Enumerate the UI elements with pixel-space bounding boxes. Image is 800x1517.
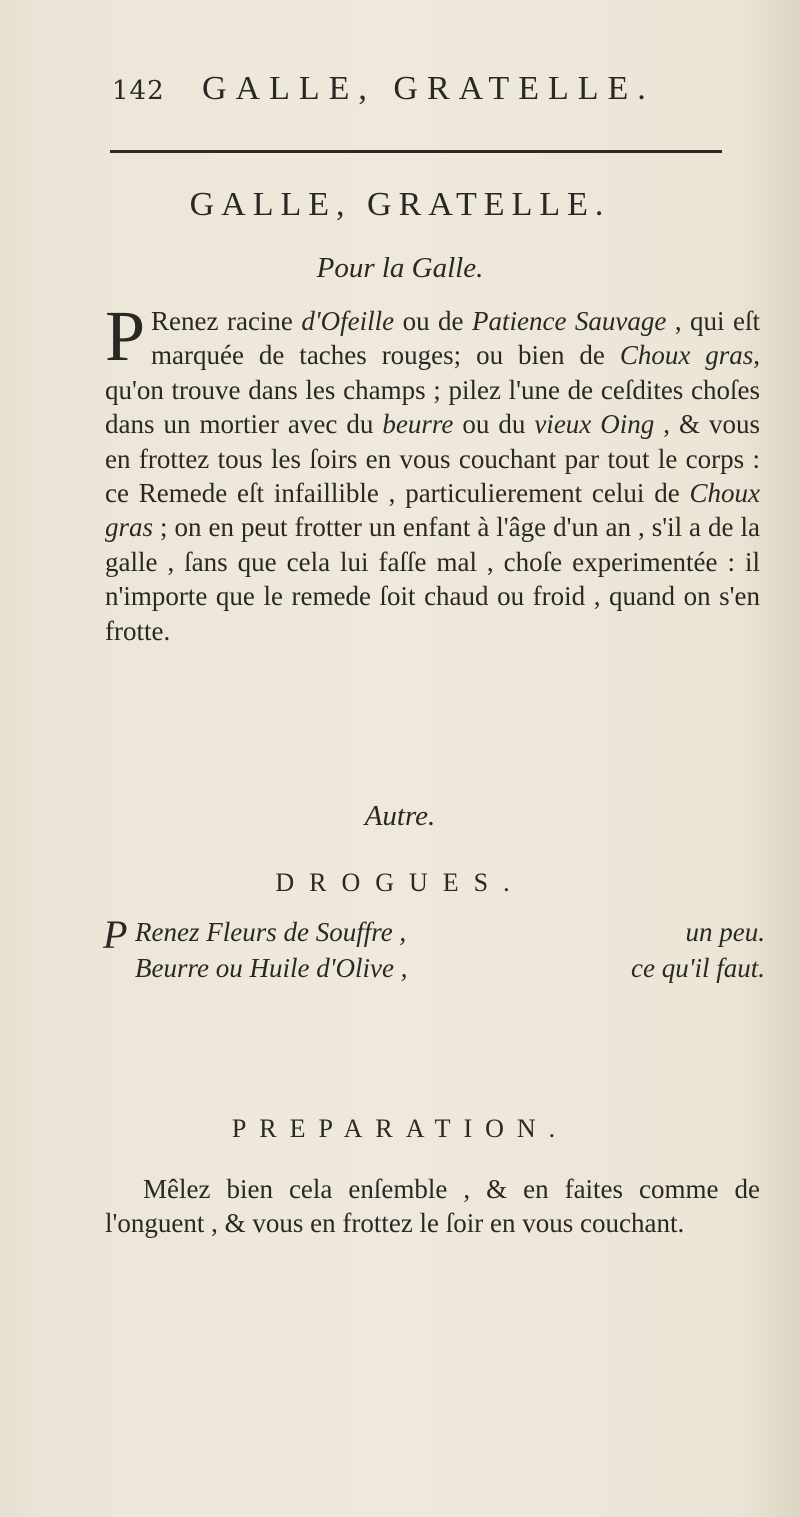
drug-quantity: un peu. — [685, 917, 765, 947]
drug-list — [103, 912, 765, 989]
section-title: GALLE, GRATELLE. — [189, 186, 611, 223]
preparation-text: Mêlez bien cela enſemble , & en faites comme de l'onguent , & vous en frottez le ſoir en vous couchant. — [105, 1174, 760, 1239]
subheading: Pour la Galle. — [316, 252, 484, 284]
drug-name: Beurre ou Huile d'Olive , — [135, 953, 408, 983]
italic-term: Patience Sauvage — [472, 306, 667, 336]
text-run: , qu'on trouve dans les champs ; pilez l'une de ceſdites choſes dans un mortier avec du — [105, 340, 761, 440]
drug-quantity: ce qu'il faut. — [631, 953, 765, 983]
text-run: ; on en peut frotter un enfant à l'âge d'un an , s'il a de la galle , ſans que cela lui faſſe mal , choſe experimentée : il n'importe que le remede ſoit chaud ou froid , quand on s'en frotte. — [105, 512, 760, 646]
drop-cap: P — [103, 912, 128, 957]
text-run: Renez racine — [151, 306, 302, 336]
italic-term: d'Ofeille — [301, 306, 395, 336]
text-run: , qui eſt marquée de taches rouges; ou bien de — [151, 306, 761, 371]
italic-term: Choux gras — [619, 340, 754, 371]
remedy-paragraph — [105, 296, 761, 648]
italic-term: beurre — [382, 409, 454, 440]
italic-term: Choux gras — [105, 478, 760, 543]
page-number: 142 — [112, 76, 165, 106]
drug-name: Renez Fleurs de Souffre , — [135, 917, 407, 947]
autre-heading: Autre. — [364, 800, 436, 832]
header-rule — [110, 150, 722, 153]
text-run: ou du — [453, 409, 535, 440]
drogues-heading: DROGUES. — [275, 868, 525, 897]
running-head — [112, 70, 712, 114]
drop-cap: P — [105, 296, 146, 376]
italic-term: vieux Oing — [534, 409, 655, 440]
drug-row — [105, 953, 765, 989]
preparation-heading: PREPARATION. — [231, 1114, 569, 1143]
running-title: GALLE, GRATELLE. — [202, 70, 655, 107]
drug-row — [103, 912, 765, 957]
text-run: , & vous en frottez tous les ſoirs en vous couchant par tout le corps : ce Remede eſt infaillible , particulierement celui de — [105, 409, 761, 509]
text-run: ou de — [394, 306, 472, 336]
